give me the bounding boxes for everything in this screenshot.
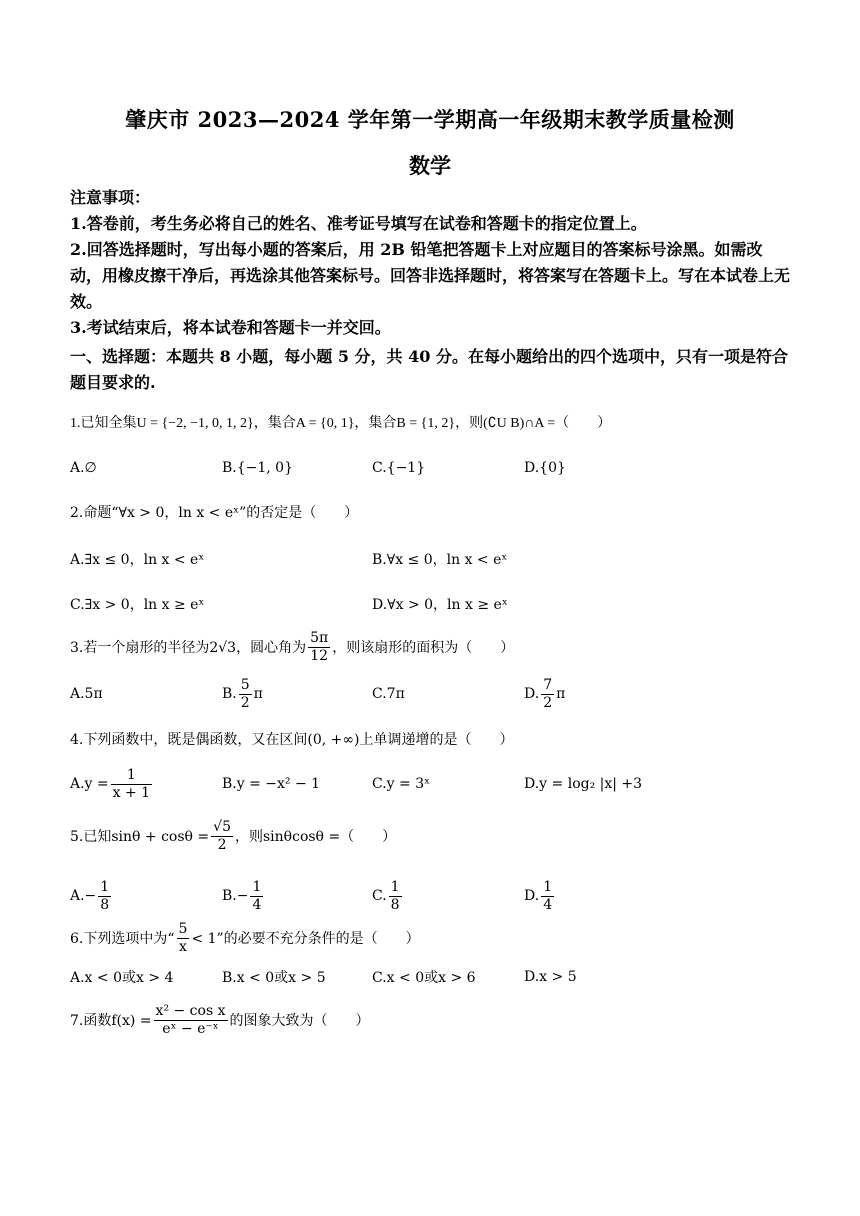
instruction-item: 2.回答选择题时，写出每小题的答案后，用 2B 铅笔把答题卡上对应题目的答案标号涂黑。如需改动，用橡皮擦干净后，再选涂其他答案标号。回答非选择题时，将答案写在答题卡上。写在本试卷上无效。 [70,240,791,311]
question-stem: 1.已知全集U = {−2, −1, 0, 1, 2}，集合A = {0, 1}，集合B = {1, 2}，则(∁U B)∩A =（ ） [70,416,612,431]
question-stem-part: ，则sinθcosθ =（ ） [235,828,397,845]
option-d: D.∀x > 0，ln x ≥ eˣ [372,597,508,613]
option-b: B.{−1, 0} [222,460,293,476]
question-1 [70,412,830,435]
question-2-options-row2 [70,584,830,624]
option-b: B. $\frac{5}{2}$ π [222,676,263,711]
question-3-options [70,674,830,714]
question-1-options [70,448,830,488]
option-b: B.x < 0或x > 5 [222,970,326,986]
question-5 [70,819,830,854]
option-c: C.x < 0或x > 6 [372,970,476,986]
question-stem-part: 3.若一个扇形的半径为2√3，圆心角为 [70,639,307,656]
question-stem-part: 7.函数f(x) = [70,1012,152,1029]
section-heading: 一、选择题：本题共 8 小题，每小题 5 分，共 40 分。在每小题给出的四个选项中，只有一项是符合题目要求的. [70,347,788,392]
exam-title: 肇庆市 2023—2024 学年第一学期高一年级期末教学质量检测 [125,107,735,132]
question-stem-part: 6.下列选项中为“ [70,930,175,947]
option-a: A.y = $\frac{1}{x + 1}$ [70,766,151,801]
option-d: D.x > 5 [524,969,577,985]
stem-fraction: $\frac{5}{x}$ [178,921,188,955]
question-4 [70,729,830,751]
question-2-options-row1 [70,539,830,579]
question-stem-part: ，则该扇形的面积为（ ） [332,639,515,656]
option-d: D.{0} [524,460,566,476]
question-7 [70,1003,830,1038]
stem-fraction: $\frac{√5}{2}$ [213,819,231,853]
question-stem-part: < 1”的必要不充分条件的是（ ） [191,930,420,947]
question-stem-part: 5.已知sinθ + cosθ = [70,828,210,845]
option-a: A.5π [70,686,103,702]
question-6 [70,921,830,956]
question-3 [70,630,830,665]
question-4-options [70,764,830,804]
option-c: C. $\frac{1}{8}$ [372,878,400,913]
option-d: D. $\frac{1}{4}$ [524,878,553,913]
option-c: C.7π [372,686,405,702]
option-d: D. $\frac{7}{2}$ π [524,676,566,711]
question-5-options [70,876,830,916]
instructions [70,185,790,341]
stem-fraction: $\frac{5\pi}{12}$ [310,630,329,664]
option-c: C.{−1} [372,460,426,476]
instruction-item: 3.考试结束后，将本试卷和答题卡一并交回。 [70,318,391,337]
question-stem: 2.命题“∀x > 0，ln x < eˣ”的否定是（ ） [70,505,359,521]
option-d: D.y = log₂ |x| +3 [524,776,643,792]
option-b: B.y = −x² − 1 [222,776,321,792]
option-a: A.x < 0或x > 4 [70,970,174,986]
question-stem: 4.下列函数中，既是偶函数，又在区间(0, +∞)上单调递增的是（ ） [70,732,514,748]
question-2 [70,502,830,524]
option-b: B.∀x ≤ 0，ln x < eˣ [372,552,508,568]
option-c: C.y = 3ˣ [372,776,431,792]
option-a: A.∃x ≤ 0，ln x < eˣ [70,552,205,568]
stem-fraction: $\frac{\text{x² − cos x}}{\text{eˣ − e⁻ˣ}}$ [155,1003,226,1037]
instructions-heading: 注意事项： [70,188,151,207]
question-6-options [70,957,830,997]
question-stem-part: 的图象大致为（ ） [229,1012,370,1029]
option-b: B.− $\frac{1}{4}$ [222,878,262,913]
option-c: C.∃x > 0，ln x ≥ eˣ [70,597,205,613]
option-a: A.− $\frac{1}{8}$ [70,878,110,913]
option-a: A.∅ [70,460,97,476]
instruction-item: 1.答卷前，考生务必将自己的姓名、准考证号填写在试卷和答题卡的指定位置上。 [70,214,647,233]
subject-title: 数学 [409,153,451,178]
